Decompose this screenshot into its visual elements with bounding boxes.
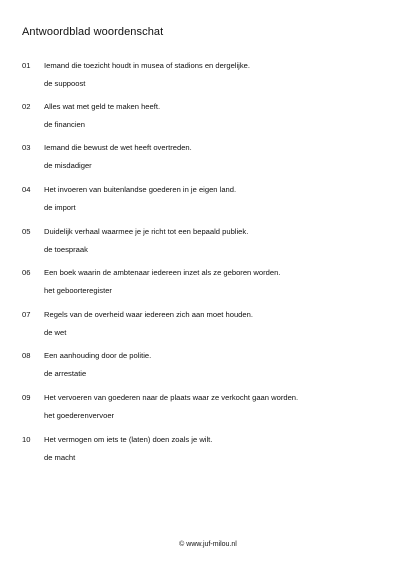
entry-number: 04 (22, 185, 31, 194)
entry-answer: de toespraak (44, 245, 88, 254)
entry-answer: het goederenvervoer (44, 411, 115, 420)
entry-number: 08 (22, 351, 31, 360)
page-title: Antwoordblad woordenschat (22, 26, 164, 38)
entry-question: Een aanhouding door de politie. (44, 351, 152, 360)
entry-answer: de financien (44, 120, 85, 129)
entry-question: Iemand die toezicht houdt in musea of stadions en dergelijke. (44, 61, 251, 70)
entry-number: 05 (22, 227, 31, 236)
entry-number: 09 (22, 393, 31, 402)
entry-number: 10 (22, 435, 31, 444)
entry-answer: het geboorteregister (44, 286, 112, 295)
entry-answer: de arrestatie (44, 369, 87, 378)
entry-answer: de import (44, 203, 76, 212)
entry-answer: de wet (44, 328, 67, 337)
entry-number: 02 (22, 102, 31, 111)
copyright-footer: © www.juf-milou.nl (179, 541, 237, 548)
entry-number: 07 (22, 310, 31, 319)
entry-question: Alles wat met geld te maken heeft. (44, 102, 161, 111)
entry-question: Regels van de overheid waar iedereen zich aan moet houden. (44, 310, 253, 319)
entry-answer: de misdadiger (44, 161, 92, 170)
entry-number: 03 (22, 143, 31, 152)
entry-number: 06 (22, 268, 31, 277)
entry-question: Het vervoeren van goederen naar de plaats waar ze verkocht gaan worden. (44, 393, 299, 402)
entry-answer: de macht (44, 453, 76, 462)
entry-question: Het invoeren van buitenlandse goederen in je eigen land. (44, 185, 237, 194)
entry-question: Duidelijk verhaal waarmee je je richt tot een bepaald publiek. (44, 227, 249, 236)
entry-question: Iemand die bewust de wet heeft overtreden. (44, 143, 192, 152)
entry-question: Het vermogen om iets te (laten) doen zoals je wilt. (44, 435, 213, 444)
entry-answer: de suppoost (44, 79, 86, 88)
entry-question: Een boek waarin de ambtenaar iedereen inzet als ze geboren worden. (44, 268, 281, 277)
entry-number: 01 (22, 61, 31, 70)
